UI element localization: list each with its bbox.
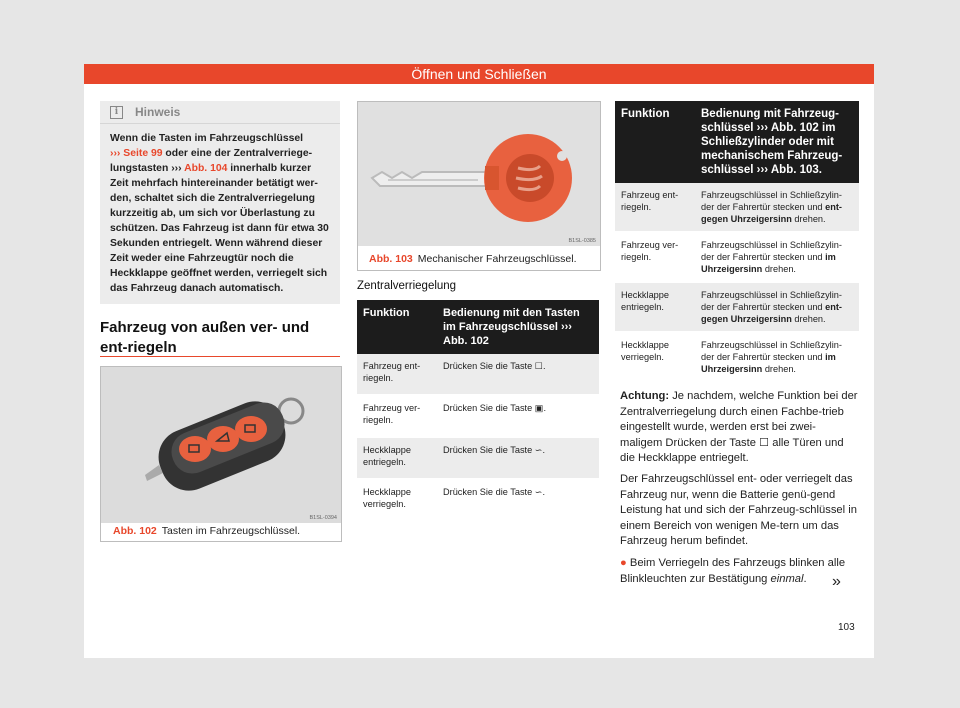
- table-row: Fahrzeug ent-riegeln. Fahrzeugschlüssel in Schließzylin-der der Fahrertür stecken und ent-gegen Uhrzeigersinn drehen.: [615, 183, 859, 232]
- figure-number: Abb. 102: [113, 525, 157, 537]
- section-divider: [100, 356, 340, 357]
- figure-link[interactable]: Abb. 104: [184, 163, 228, 174]
- key-fob-image: [101, 367, 341, 523]
- bullet-icon: ●: [620, 557, 627, 569]
- mechanical-key-table: [615, 101, 859, 383]
- page-number: 103: [838, 622, 855, 633]
- unlock-icon: ☐: [759, 436, 770, 449]
- key-fob-icon: [101, 367, 341, 523]
- column-header: Bedienung mit den Tasten im Fahrzeugschlüssel ››› Abb. 102: [437, 300, 599, 354]
- figure-number: Abb. 103: [369, 253, 413, 265]
- note-title: Hinweis: [135, 105, 181, 119]
- figure-103: [357, 101, 601, 271]
- figure-code: B1SL-0394: [309, 515, 337, 521]
- achtung-paragraph: Achtung: Je nachdem, welche Funktion bei der Zentralverriegelung durch einen Fachbe-trieb eingestellt wurde, werden erst bei zwei-maligem Drücken der Taste ☐ alle Türen und die Heckklappe entriegelt.: [620, 390, 858, 464]
- table-row: Fahrzeug ver-riegeln. Drücken Sie die Taste ▣.: [357, 395, 599, 437]
- table-row: Fahrzeug ver-riegeln. Fahrzeugschlüssel in Schließzylin-der der Fahrertür stecken und im Uhrzeigersinn drehen.: [615, 232, 859, 282]
- figure-103-caption: Abb. 103 Mechanischer Fahrzeugschlüssel.: [369, 253, 577, 265]
- table-row: Heckklappe verriegeln. Drücken Sie die Taste ∽.: [357, 479, 599, 521]
- tailgate-icon: ∽: [534, 487, 543, 497]
- column-header: Funktion: [357, 300, 437, 354]
- chapter-header: Öffnen und Schließen: [84, 64, 874, 84]
- note-box: [100, 101, 340, 304]
- column-header: Bedienung mit Fahrzeug-schlüssel ››› Abb. 102 im Schließzylinder oder mit mechanischem Fahrzeug-schlüssel ››› Abb. 103.: [695, 101, 859, 183]
- achtung-label: Achtung:: [620, 390, 670, 402]
- tailgate-icon: ∽: [534, 445, 543, 455]
- lock-icon: ▣: [534, 403, 544, 413]
- section-title: Fahrzeug von außen ver- und ent-riegeln: [100, 319, 310, 356]
- note-text: Wenn die Tasten im Fahrzeugschlüssel ››› Seite 99 oder eine der Zentralverriege-lungstasten ››› Abb. 104 innerhalb kurzer Zeit mehrfach hintereinander betätigt wer-den, schaltet sich die Zentralverriegelung kurzzeitig ab, um sich vor Überlastung zu schützen. Das Fahrzeug ist dann für etwa 30 Sekunden entriegelt. Wenn während dieser Zeit weder eine Fahrzeugtür noch die Heckklappe geöffnet werden, verriegelt sich das Fahrzeug danach automatisch.: [110, 133, 329, 294]
- bullet-item: ● Beim Verriegeln des Fahrzeugs blinken alle Blinkleuchten zur Bestätigung einmal.: [620, 557, 846, 585]
- battery-paragraph: Der Fahrzeugschlüssel ent- oder verriegelt das Fahrzeug nur, wenn die Batterie genü-gend Leistung hat und sich der Fahrzeug-schlüssel in einem Bereich von wenigen Me-tern um das Fahrzeug herum befindet.: [620, 473, 857, 547]
- figure-102: [100, 366, 342, 542]
- table-row: Heckklappe entriegeln. Drücken Sie die Taste ∽.: [357, 437, 599, 479]
- continue-mark: »: [832, 573, 841, 590]
- table-row: Fahrzeug ent-riegeln. Drücken Sie die Taste ☐.: [357, 354, 599, 395]
- figure-102-caption: Abb. 102 Tasten im Fahrzeugschlüssel.: [113, 525, 301, 537]
- table-header-row: [615, 101, 859, 183]
- table-row: Heckklappe verriegeln. Fahrzeugschlüssel in Schließzylin-der der Fahrertür stecken und im Uhrzeigersinn drehen.: [615, 332, 859, 382]
- table-heading: Zentralverriegelung: [357, 280, 457, 292]
- table-header-row: [357, 300, 599, 354]
- mechanical-key-image: [358, 102, 600, 246]
- figure-code: B1SL-0385: [568, 238, 596, 244]
- mechanical-key-icon: [358, 102, 600, 246]
- page-link[interactable]: ››› Seite 99: [110, 148, 163, 159]
- info-icon: i: [110, 106, 123, 119]
- table-row: Heckklappe entriegeln. Fahrzeugschlüssel in Schließzylin-der der Fahrertür stecken und ent-gegen Uhrzeigersinn drehen.: [615, 282, 859, 332]
- column-header: Funktion: [615, 101, 695, 183]
- unlock-icon: ☐: [534, 361, 544, 371]
- central-locking-table: [357, 300, 599, 522]
- note-header: [100, 101, 340, 124]
